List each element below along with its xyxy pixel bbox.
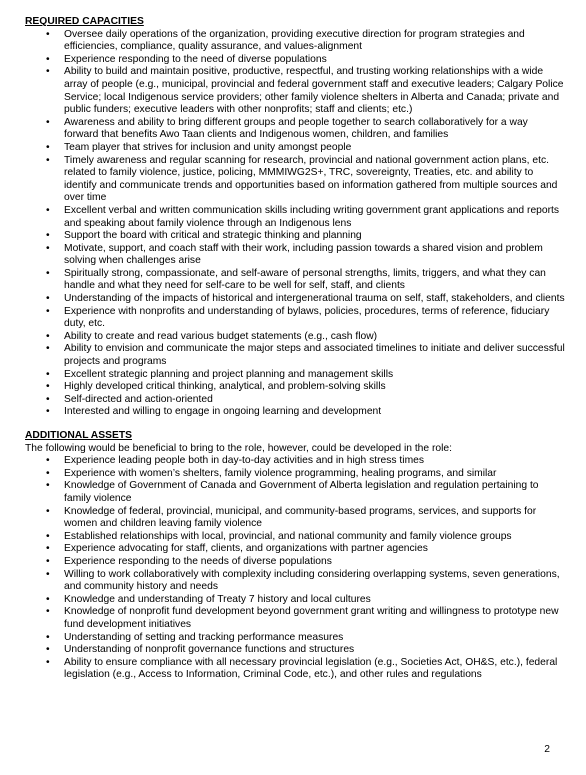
bullet-icon: • bbox=[46, 555, 50, 567]
list-item-text: Experience responding to the need of diverse populations bbox=[64, 53, 327, 65]
list-item bbox=[25, 117, 565, 142]
list-item-text: Excellent verbal and written communication skills including writing government grant applications and reports and speaking about family violence through an Indigenous lens bbox=[64, 204, 560, 229]
bullet-icon: • bbox=[46, 406, 50, 418]
list-item bbox=[25, 506, 565, 531]
list-item bbox=[25, 243, 565, 268]
list-item bbox=[25, 406, 565, 419]
bullet-icon: • bbox=[46, 116, 50, 128]
bullet-icon: • bbox=[46, 631, 50, 643]
list-item bbox=[25, 29, 565, 54]
list-item-text: Experience leading people both in day-to-day activities and in high stress times bbox=[64, 455, 425, 467]
list-item-text: Ability to create and read various budget statements (e.g., cash flow) bbox=[64, 330, 378, 342]
list-item bbox=[25, 556, 565, 569]
required-capacities-list bbox=[25, 29, 565, 419]
page-number: 2 bbox=[544, 744, 550, 755]
list-item bbox=[25, 293, 565, 306]
list-item bbox=[25, 381, 565, 394]
list-item-text: Willing to work collaboratively with complexity including considering overlapping systems, seven generations, and community history and needs bbox=[64, 568, 560, 593]
list-item-text: Excellent strategic planning and project planning and management skills bbox=[64, 368, 394, 380]
list-item bbox=[25, 480, 565, 505]
bullet-icon: • bbox=[46, 154, 50, 166]
required-capacities-heading: REQUIRED CAPACITIES bbox=[25, 16, 144, 27]
bullet-icon: • bbox=[46, 230, 50, 242]
list-item bbox=[25, 331, 565, 344]
list-item-text: Understanding of nonprofit governance functions and structures bbox=[64, 644, 355, 656]
list-item bbox=[25, 394, 565, 407]
list-item-text: Experience responding to the needs of diverse populations bbox=[64, 555, 332, 567]
additional-assets-heading: ADDITIONAL ASSETS bbox=[25, 430, 132, 441]
bullet-icon: • bbox=[46, 644, 50, 656]
list-item-text: Understanding of setting and tracking performance measures bbox=[64, 631, 344, 643]
list-item-text: Oversee daily operations of the organization, providing executive direction for program strategies and efficiencies, compliance, quality assurance, and values-alignment bbox=[64, 28, 525, 53]
list-item bbox=[25, 468, 565, 481]
list-item bbox=[25, 606, 565, 631]
list-item-text: Support the board with critical and strategic thinking and planning bbox=[64, 230, 362, 242]
list-item bbox=[25, 306, 565, 331]
list-item bbox=[25, 632, 565, 645]
bullet-icon: • bbox=[46, 53, 50, 65]
list-item bbox=[25, 455, 565, 468]
bullet-icon: • bbox=[46, 393, 50, 405]
bullet-icon: • bbox=[46, 242, 50, 254]
list-item-text: Knowledge of federal, provincial, municipal, and community-based programs, services, and supports for women and children leaving family violence bbox=[64, 505, 537, 530]
document-page bbox=[25, 16, 565, 682]
bullet-icon: • bbox=[46, 480, 50, 492]
list-item-text: Spiritually strong, compassionate, and self-aware of personal strengths, limits, triggers, and what they can handle and what they need for self-care to be well for self, staff, and clients bbox=[64, 267, 546, 292]
list-item-text: Experience with women’s shelters, family violence programming, healing programs, and similar bbox=[64, 467, 497, 479]
list-item-text: Experience advocating for staff, clients, and organizations with partner agencies bbox=[64, 543, 428, 555]
list-item-text: Timely awareness and regular scanning for research, provincial and national government action plans, etc. related to family violence, justice, policing, MMMIWG2S+, TRC, sovereignty, Treaties, etc. and ability to identify and communicate trends and opportunities based on information gathered from multiple sources and over time bbox=[64, 154, 558, 204]
list-item-text: Ability to build and maintain positive, productive, respectful, and trusting working relationships with a wide array of people (e.g., municipal, provincial and federal government staff and executive leaders; Calgary Police Service; local Indigenous service providers; other family violence shelters in Alberta and Canada; private and public funders; executive leaders with other nonprofits; staff and clients; etc.) bbox=[64, 66, 564, 116]
list-item bbox=[25, 369, 565, 382]
bullet-icon: • bbox=[46, 330, 50, 342]
list-item-text: Interested and willing to engage in ongoing learning and development bbox=[64, 406, 382, 418]
additional-assets-intro: The following would be beneficial to bring to the role, however, could be developed in the role: bbox=[25, 442, 453, 454]
list-item bbox=[25, 543, 565, 556]
bullet-icon: • bbox=[46, 568, 50, 580]
list-item-text: Established relationships with local, provincial, and national community and family violence groups bbox=[64, 530, 512, 542]
list-item-text: Experience with nonprofits and understanding of bylaws, policies, procedures, terms of reference, fiduciary duty, etc. bbox=[64, 305, 550, 330]
list-item-text: Team player that strives for inclusion and unity amongst people bbox=[64, 141, 352, 153]
bullet-icon: • bbox=[46, 530, 50, 542]
list-item-text: Ability to envision and communicate the major steps and associated timelines to initiate and deliver successful projects and programs bbox=[64, 343, 565, 368]
list-item-text: Self-directed and action-oriented bbox=[64, 393, 213, 405]
bullet-icon: • bbox=[46, 368, 50, 380]
list-item-text: Knowledge of nonprofit fund development beyond government grant writing and willingness to prototype new fund development initiatives bbox=[64, 606, 559, 630]
bullet-icon: • bbox=[46, 141, 50, 153]
list-item bbox=[25, 205, 565, 230]
bullet-icon: • bbox=[46, 293, 50, 305]
list-item bbox=[25, 644, 565, 657]
bullet-icon: • bbox=[46, 656, 50, 668]
list-item bbox=[25, 54, 565, 67]
list-item-text: Motivate, support, and coach staff with their work, including passion towards a shared vision and problem solving when challenges arise bbox=[64, 242, 543, 267]
list-item bbox=[25, 230, 565, 243]
list-item-text: Awareness and ability to bring different groups and people together to search collaboratively for a way forward that benefits Awo Taan clients and Indigenous women, children, and families bbox=[64, 116, 528, 141]
bullet-icon: • bbox=[46, 66, 50, 78]
list-item bbox=[25, 343, 565, 368]
additional-assets-list bbox=[25, 455, 565, 682]
bullet-icon: • bbox=[46, 505, 50, 517]
list-item-text: Highly developed critical thinking, analytical, and problem-solving skills bbox=[64, 381, 386, 393]
bullet-icon: • bbox=[46, 305, 50, 317]
list-item bbox=[25, 142, 565, 155]
bullet-icon: • bbox=[46, 343, 50, 355]
list-item bbox=[25, 66, 565, 116]
bullet-icon: • bbox=[46, 467, 50, 479]
list-item bbox=[25, 531, 565, 544]
bullet-icon: • bbox=[46, 593, 50, 605]
list-item bbox=[25, 268, 565, 293]
list-item-text: Ability to ensure compliance with all necessary provincial legislation (e.g., Societies Act, OH&S, etc.), federal legislation (e.g., Access to Information, Criminal Code, etc.), and other rules and regulations bbox=[64, 656, 558, 681]
bullet-icon: • bbox=[46, 543, 50, 555]
list-item-text: Knowledge and understanding of Treaty 7 history and local cultures bbox=[64, 593, 371, 605]
list-item bbox=[25, 155, 565, 205]
bullet-icon: • bbox=[46, 455, 50, 467]
list-item-text: Knowledge of Government of Canada and Government of Alberta legislation and regulation pertaining to family violence bbox=[64, 480, 539, 504]
list-item bbox=[25, 594, 565, 607]
bullet-icon: • bbox=[46, 28, 50, 40]
list-item bbox=[25, 569, 565, 594]
bullet-icon: • bbox=[46, 606, 50, 618]
bullet-icon: • bbox=[46, 267, 50, 279]
bullet-icon: • bbox=[46, 381, 50, 393]
list-item-text: Understanding of the impacts of historical and intergenerational trauma on self, staff, stakeholders, and clients bbox=[64, 293, 565, 305]
bullet-icon: • bbox=[46, 204, 50, 216]
list-item bbox=[25, 657, 565, 682]
